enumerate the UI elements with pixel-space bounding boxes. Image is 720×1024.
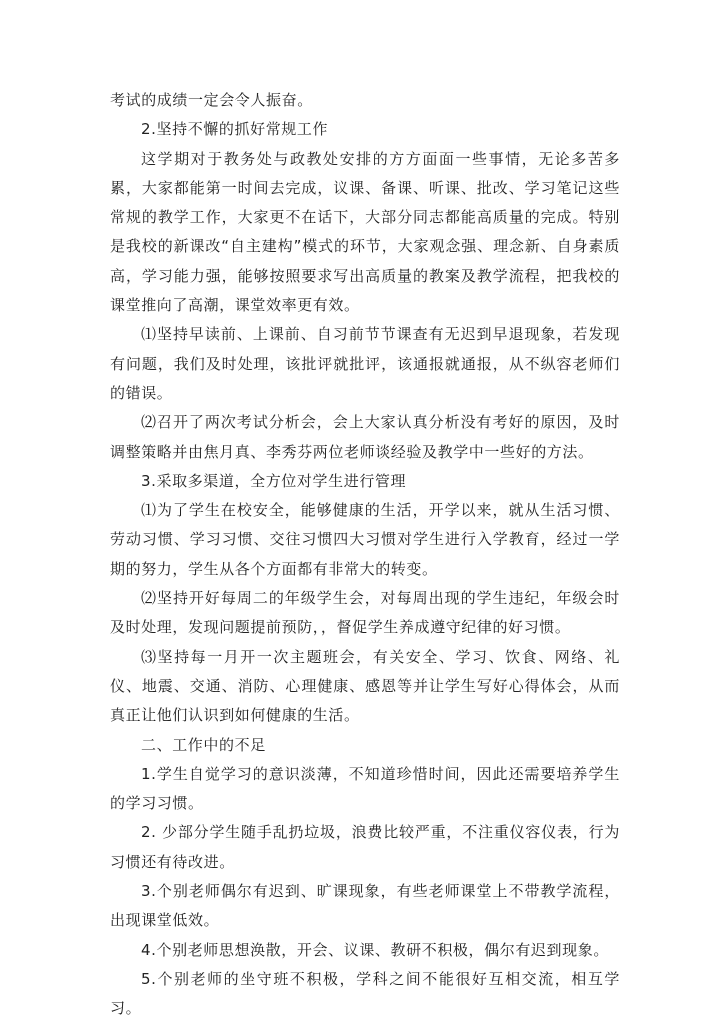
document-body	[110, 86, 620, 1024]
paragraph-shortcoming-3: 3.个别老师偶尔有迟到、旷课现象，有些老师课堂上不带教学流程，出现课堂低效。	[110, 882, 620, 930]
section-heading-routine-work: 2.坚持不懈的抓好常规工作	[141, 120, 329, 139]
section-heading-shortcomings: 二、工作中的不足	[141, 735, 266, 754]
paragraph-routine-work: 这学期对于教务处与政教处安排的方方面面一些事情，无论多苦多累，大家都能第一时间去完成，议课、备课、听课、批改、学习笔记这些常规的教学工作，大家更不在话下，大部分同志都能高质量的完成。特别是我校的新课改“自主建构”模式的环节，大家观念强、理念新、自身素质高，学习能力强，能够按照要求写出高质量的教案及教学流程，把我校的课堂推向了高潮，课堂效率更有效。	[110, 149, 620, 315]
paragraph-habits-education: ⑴为了学生在校安全，能够健康的生活，开学以来，就从生活习惯、劳动习惯、学习习惯、交往习惯四大习惯对学生进行入学教育，经过一学期的努力，学生从各个方面都有非常大的转变。	[110, 501, 620, 578]
paragraph-attendance-check: ⑴坚持早读前、上课前、自习前节节课查有无迟到早退现象，若发现有问题，我们及时处理，该批评就批评，该通报就通报，从不纵容老师们的错误。	[110, 325, 620, 402]
paragraph-theme-class-meeting: ⑶坚持每一月开一次主题班会，有关安全、学习、饮食、网络、礼仪、地震、交通、消防、心理健康、感恩等并让学生写好心得体会，从而真正让他们认识到如何健康的生活。	[110, 647, 620, 725]
section-heading-student-management: 3.采取多渠道，全方位对学生进行管理	[141, 471, 407, 490]
paragraph-shortcoming-2: 2. 少部分学生随手乱扔垃圾，浪费比较严重，不注重仪容仪表，行为习惯还有待改进。	[110, 823, 620, 871]
paragraph-exam-analysis: ⑵召开了两次考试分析会，会上大家认真分析没有考好的原因，及时调整策略并由焦月真、李秀芬两位老师谈经验及教学中一些好的方法。	[110, 413, 620, 461]
paragraph-shortcoming-5: 5.个别老师的坐守班不积极，学科之间不能很好互相交流，相互学习。	[110, 969, 620, 1018]
paragraph-continuation: 考试的成绩一定会令人振奋。	[110, 91, 313, 109]
paragraph-shortcoming-4: 4.个别老师思想涣散，开会、议课、教研不积极，偶尔有迟到现象。	[141, 940, 609, 959]
paragraph-grade-meeting: ⑵坚持开好每周二的年级学生会，对每周出现的学生违纪，年级会时及时处理，发现问题提前预防，，督促学生养成遵守纪律的好习惯。	[110, 589, 620, 637]
paragraph-shortcoming-1: 1.学生自觉学习的意识淡薄，不知道珍惜时间，因此还需要培养学生的学习习惯。	[110, 764, 620, 813]
